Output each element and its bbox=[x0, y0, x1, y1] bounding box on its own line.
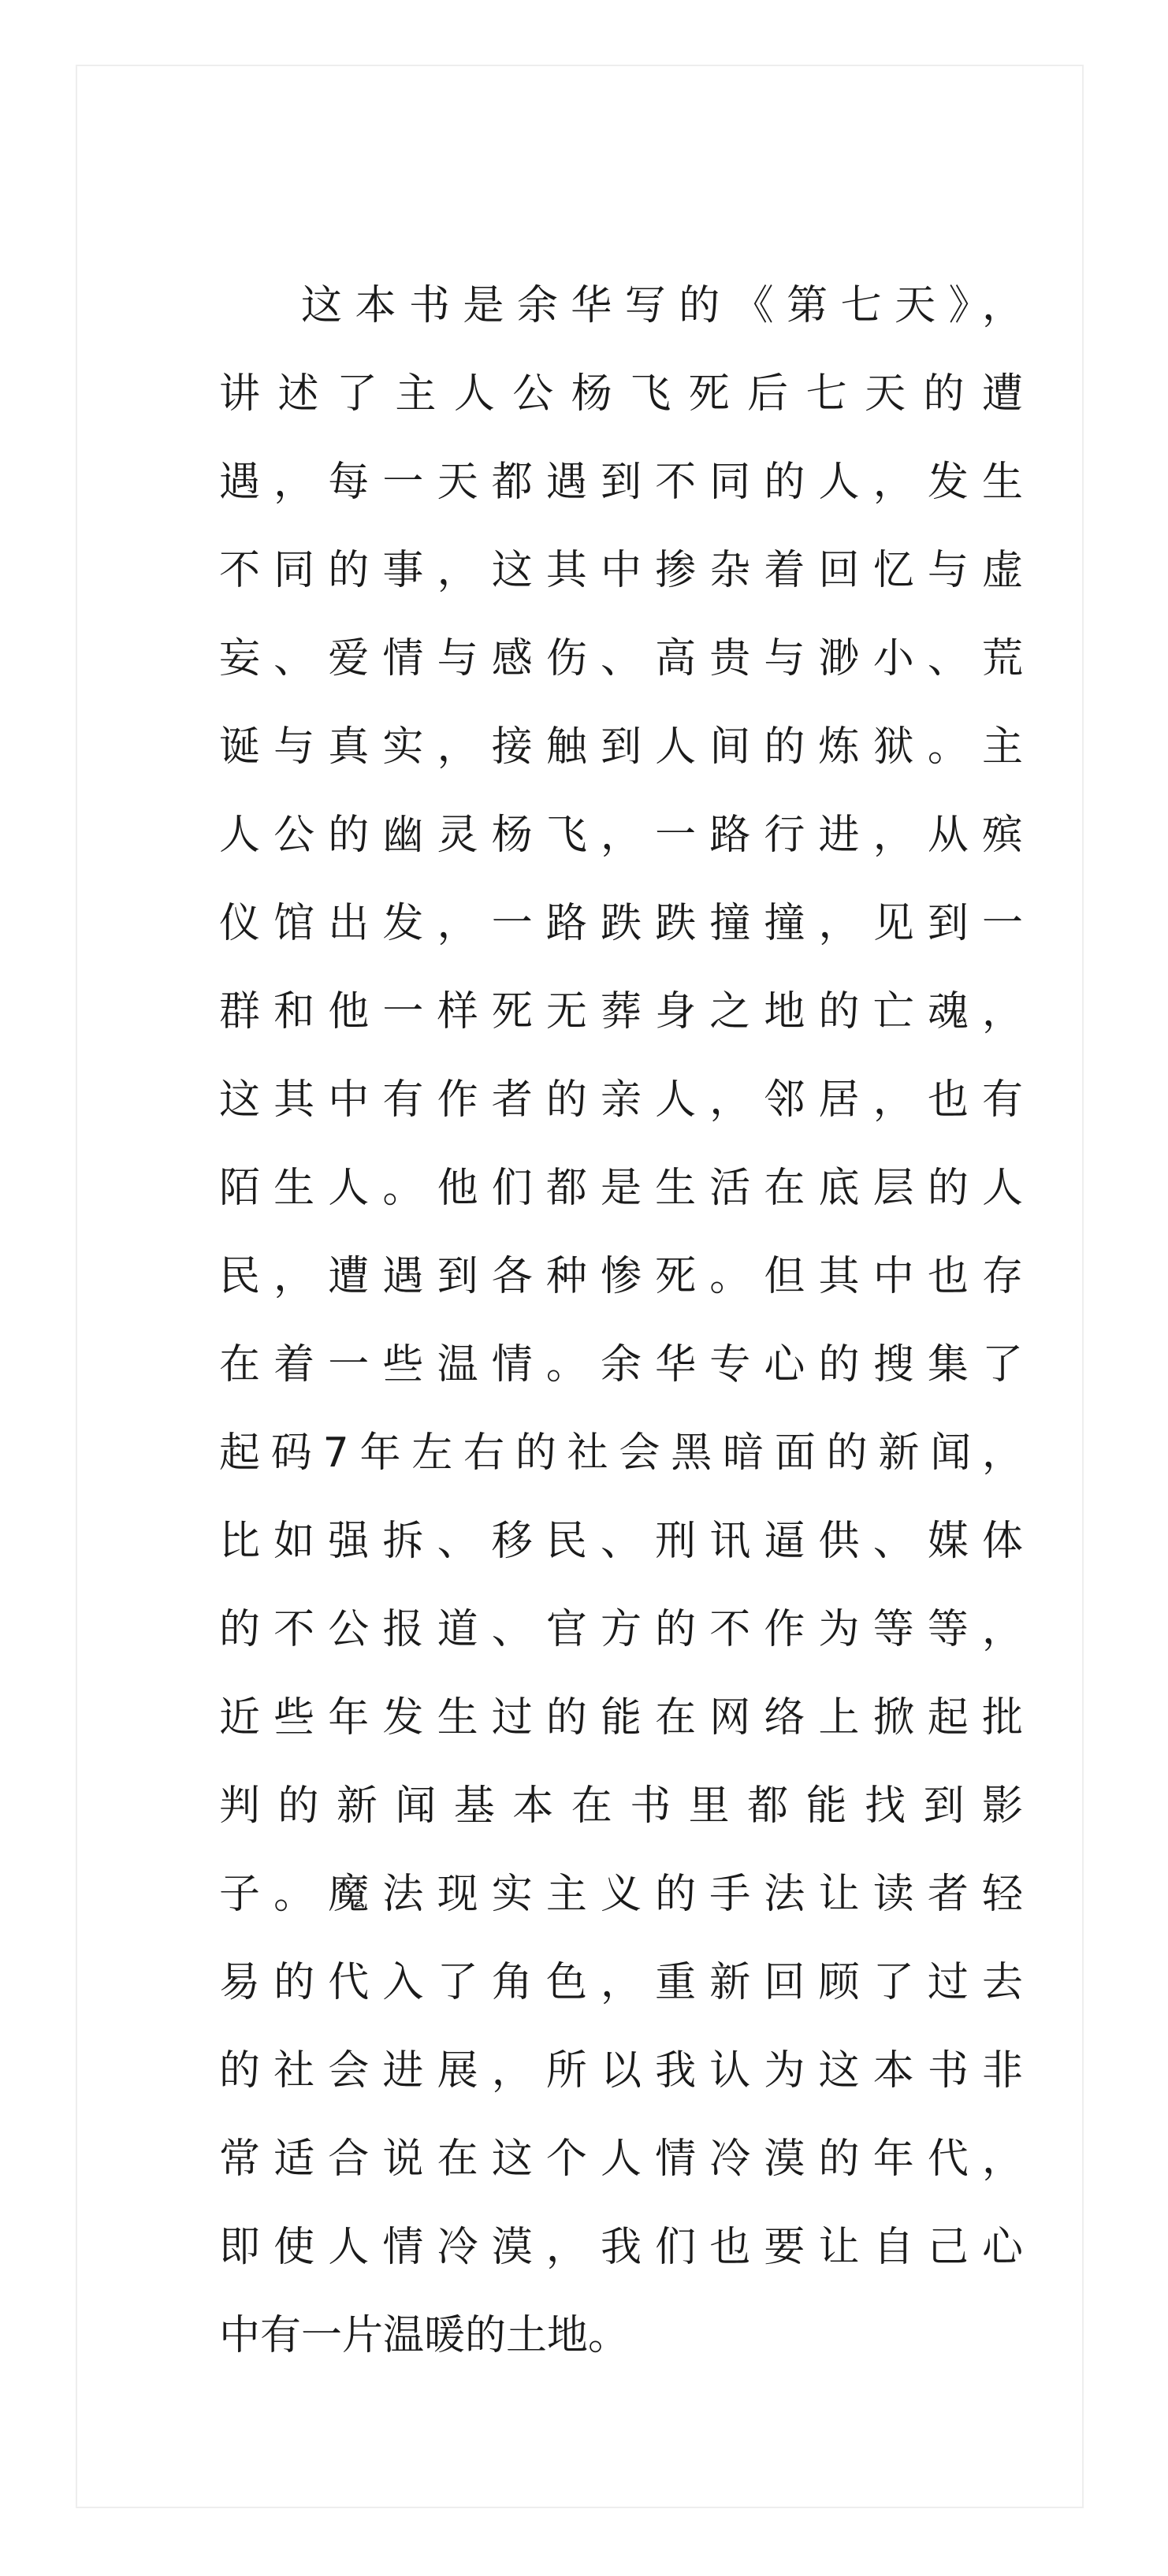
paragraph-line: 近些年发生过的能在网络上掀起批 bbox=[219, 1694, 1023, 1741]
paragraph-line: 起码7年左右的社会黑暗面的新闻， bbox=[219, 1429, 1023, 1477]
paragraph-line: 即使人情冷漠，我们也要让自己心 bbox=[219, 2224, 1023, 2271]
paragraph-line: 妄、爱情与感伤、高贵与渺小、荒 bbox=[219, 635, 1023, 682]
paragraph-line: 易的代入了角色，重新回顾了过去 bbox=[219, 1959, 1023, 2006]
paragraph-line: 的不公报道、官方的不作为等等， bbox=[219, 1606, 1023, 1653]
paragraph-line: 常适合说在这个人情冷漠的年代， bbox=[219, 2136, 1023, 2183]
paragraph-line: 中有一片温暖的土地。 bbox=[219, 2312, 630, 2359]
paragraph-line: 讲述了主人公杨飞死后七天的遭 bbox=[219, 370, 1023, 418]
paragraph-line: 的社会进展，所以我认为这本书非 bbox=[219, 2047, 1023, 2095]
paragraph-line: 不同的事，这其中掺杂着回忆与虚 bbox=[219, 547, 1023, 594]
paragraph-line: 这本书是余华写的《第七天》， bbox=[301, 282, 1023, 329]
paragraph-line: 群和他一样死无葬身之地的亡魂， bbox=[219, 988, 1023, 1035]
paragraph-line: 比如强拆、移民、刑讯逼供、媒体 bbox=[219, 1518, 1023, 1565]
paragraph-line: 在着一些温情。余华专心的搜集了 bbox=[219, 1341, 1023, 1388]
paragraph-line: 这其中有作者的亲人，邻居，也有 bbox=[219, 1076, 1023, 1124]
paragraph-line: 人公的幽灵杨飞，一路行进，从殡 bbox=[219, 812, 1023, 859]
paragraph-line: 陌生人。他们都是生活在底层的人 bbox=[219, 1165, 1023, 1212]
paragraph-line: 诞与真实，接触到人间的炼狱。主 bbox=[219, 723, 1023, 771]
paragraph-line: 民，遭遇到各种惨死。但其中也存 bbox=[219, 1253, 1023, 1300]
paragraph-line: 仪馆出发，一路跌跌撞撞，见到一 bbox=[219, 900, 1023, 947]
article-paragraph bbox=[219, 262, 1023, 2380]
paragraph-line: 遇，每一天都遇到不同的人，发生 bbox=[219, 459, 1023, 506]
paragraph-line: 子。魔法现实主义的手法让读者轻 bbox=[219, 1871, 1023, 1918]
paragraph-line: 判的新闻基本在书里都能找到影 bbox=[219, 1782, 1023, 1830]
article-card bbox=[76, 65, 1084, 2508]
